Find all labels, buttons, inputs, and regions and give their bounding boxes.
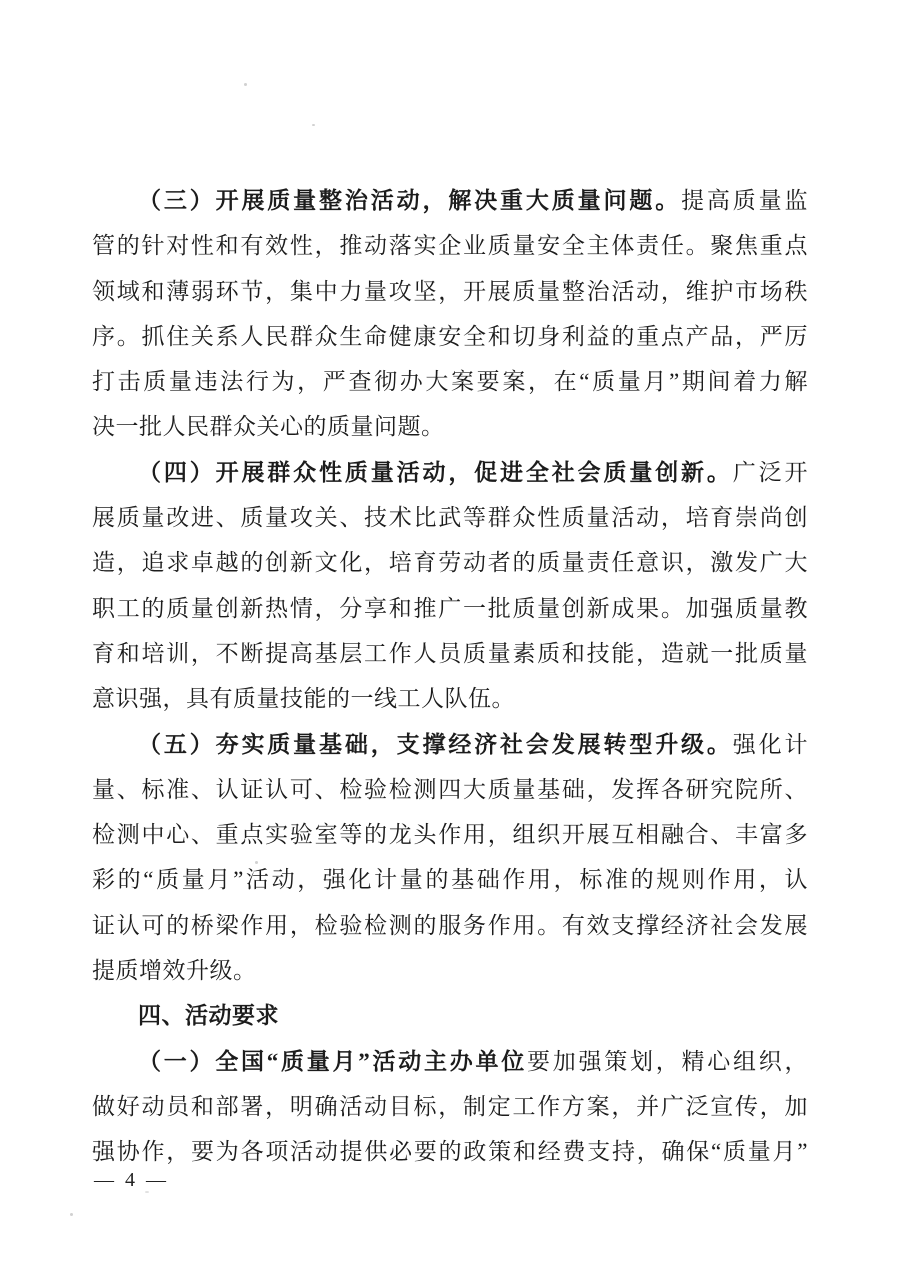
text-line [92, 1129, 808, 1174]
text-line [92, 903, 808, 948]
text-segment: 展质量改进、质量攻关、技术比武等群众性质量活动，培育崇尚创 [92, 505, 808, 531]
text-line [92, 359, 808, 404]
text-line [92, 450, 808, 495]
text-segment: 序。抓住关系人民群众生命健康安全和切身利益的重点产品，严厉 [92, 323, 808, 349]
text-segment: 证认可的桥梁作用，检验检测的服务作用。有效支撑经济社会发展 [92, 912, 808, 938]
bold-text-segment: （三）开展质量整治活动，解决重大质量问题。 [138, 188, 682, 213]
text-line [92, 948, 808, 993]
text-segment: 要加强策划，精心组织， [527, 1048, 808, 1074]
text-segment: 领域和薄弱环节，集中力量攻坚，开展质量整治活动，维护市场秩 [92, 278, 808, 304]
document-body [92, 178, 808, 1175]
text-segment: 彩的“质量月”活动，强化计量的基础作用，标准的规则作用，认 [92, 867, 808, 893]
text-line [92, 269, 808, 314]
text-segment: 育和培训，不断提高基层工作人员质量素质和技能，造就一批质量 [92, 640, 808, 666]
bold-text-segment: （一）全国“质量月”活动主办单位 [138, 1048, 527, 1074]
text-line [92, 178, 808, 223]
text-line [92, 676, 808, 721]
text-line [92, 857, 808, 902]
bold-text-segment: （四）开展群众性质量活动，促进全社会质量创新。 [138, 459, 733, 485]
text-segment: 广泛开 [732, 459, 809, 485]
text-segment: 打击质量违法行为，严查彻办大案要案，在“质量月”期间着力解 [92, 369, 808, 395]
scan-speck [255, 861, 258, 864]
scan-speck [312, 124, 315, 126]
scan-speck [145, 1191, 149, 1193]
text-line [92, 223, 808, 268]
text-line [92, 586, 808, 631]
bold-text-segment: （五）夯实质量基础，支撑经济社会发展转型升级。 [138, 731, 733, 757]
text-segment: 造，追求卓越的创新文化，培育劳动者的质量责任意识，激发广大 [92, 550, 808, 576]
scan-speck [70, 1213, 73, 1216]
text-segment: 提质增效升级。 [92, 958, 257, 984]
section-heading [92, 993, 808, 1038]
text-segment: 强化计 [732, 731, 809, 757]
text-line [92, 1084, 808, 1129]
text-segment: 管的针对性和有效性，推动落实企业质量安全主体责任。聚焦重点 [92, 233, 808, 259]
text-segment: 决一批人民群众关心的质量问题。 [92, 414, 445, 440]
text-line [92, 767, 808, 812]
text-line [92, 722, 808, 767]
text-line [92, 812, 808, 857]
text-line [92, 540, 808, 585]
text-line [92, 314, 808, 359]
text-segment: 职工的质量创新热情，分享和推广一批质量创新成果。加强质量教 [92, 595, 808, 621]
text-segment: 量、标准、认证认可、检验检测四大质量基础，发挥各研究院所、 [92, 776, 808, 802]
text-segment: 检测中心、重点实验室等的龙头作用，组织开展互相融合、丰富多 [92, 822, 808, 848]
text-line [92, 631, 808, 676]
text-segment: 强协作，要为各项活动提供必要的政策和经费支持，确保“质量月” [92, 1139, 808, 1165]
text-line [92, 404, 808, 449]
text-line [92, 495, 808, 540]
text-segment: 做好动员和部署，明确活动目标，制定工作方案，并广泛宣传，加 [92, 1093, 808, 1119]
page-number: — 4 — [94, 1169, 169, 1191]
text-segment: 提高质量监 [681, 188, 809, 213]
scan-speck [244, 83, 247, 86]
text-line [92, 1039, 808, 1084]
text-segment: 意识强，具有质量技能的一线工人队伍。 [92, 686, 515, 712]
bold-text-segment: 四、活动要求 [138, 1002, 279, 1029]
